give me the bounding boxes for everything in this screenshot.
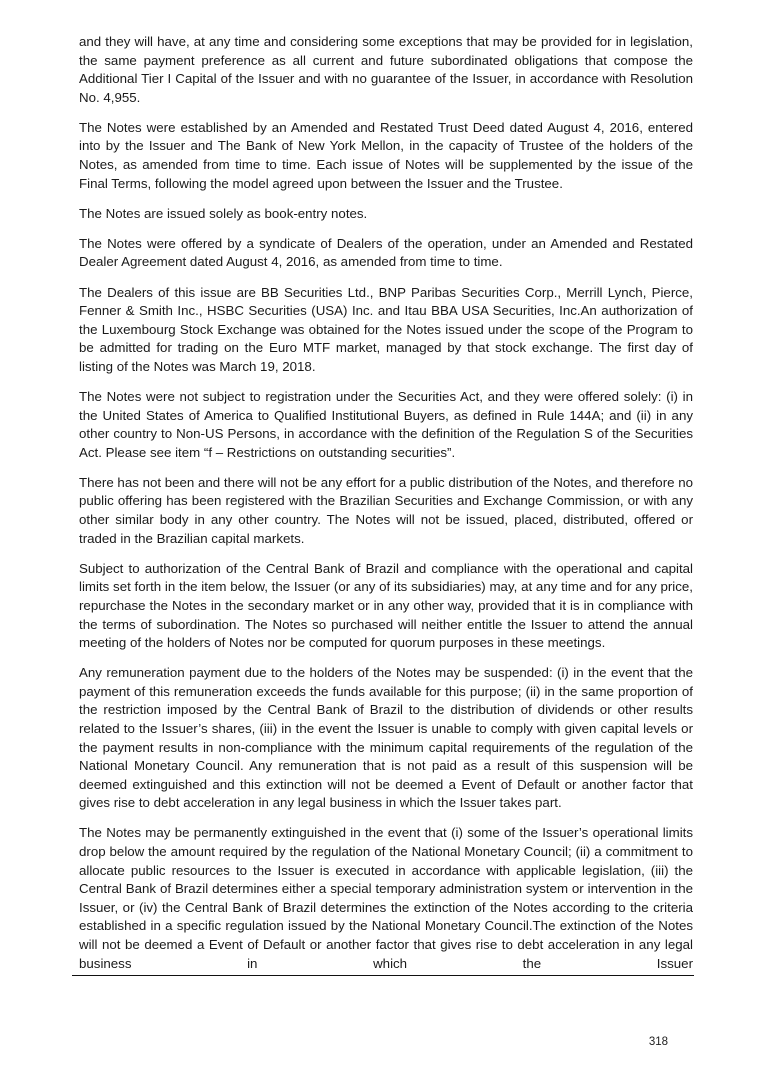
paragraph: The Notes are issued solely as book-entry notes. [79, 205, 368, 221]
paragraph: and they will have, at any time and considering some exceptions that may be provided for in legislation, the same payment preference as all current and future subordinated obligations that compose the Additional Tier I Capital of the Issuer and with no guarantee of the Issuer, in accordance with Resolution No. 4,955. [79, 34, 693, 105]
paragraph: The Dealers of this issue are BB Securities Ltd., BNP Paribas Securities Corp., Merrill Lynch, Pierce, Fenner & Smith Inc., HSBC Securities (USA) Inc. and Itau BBA USA Securities, Inc.An authorization of the Luxembourg Stock Exchange was obtained for the Notes issued under the scope of the Program to be admitted for trading on the Euro MTF market, managed by that stock exchange. The first day of listing of the Notes was March 19, 2018. [79, 284, 693, 374]
paragraph: The Notes were not subject to registration under the Securities Act, and they were offered solely: (i) in the United States of America to Qualified Institutional Buyers, as defined in Rule 144A; and (ii) in any other country to Non-US Persons, in accordance with the definition of the Regulation S of the Securities Act. Please see item “f – Restrictions on outstanding securities”. [79, 389, 693, 460]
document-body [79, 33, 693, 985]
page-number: 318 [648, 1036, 668, 1048]
paragraph-continued: The Notes may be permanently extinguished in the event that (i) some of the Issuer’s operational limits drop below the amount required by the regulation of the National Monetary Council; (ii) a commitment to allocate public resources to the Issuer is executed in accordance with applicable legislation, (iii) the Central Bank of Brazil determines either a special temporary administration system or intervention in the Issuer, or (iv) the Central Bank of Brazil determines the extinction of the Notes according to the criteria established in a specific regulation issued by the National Monetary Council.The extinction of the Notes will not be deemed a Event of Default or another factor that gives rise to debt acceleration in any legal business in which the Issuer [79, 825, 693, 971]
paragraph: The Notes were offered by a syndicate of Dealers of the operation, under an Amended and Restated Dealer Agreement dated August 4, 2016, as amended from time to time. [79, 235, 693, 270]
paragraph: Subject to authorization of the Central Bank of Brazil and compliance with the operational and capital limits set forth in the item below, the Issuer (or any of its subsidiaries) may, at any time and for any price, repurchase the Notes in the secondary market or in any other way, provided that it is in compliance with the terms of subordination. The Notes so purchased will neither entitle the Issuer to attend the annual meeting of the holders of Notes nor be computed for quorum purposes in these meetings. [79, 560, 693, 651]
paragraph: The Notes were established by an Amended and Restated Trust Deed dated August 4, 2016, entered into by the Issuer and The Bank of New York Mellon, in the capacity of Trustee of the holders of the Notes, as amended from time to time. Each issue of Notes will be supplemented by the issue of the Final Terms, following the model agreed upon between the Issuer and the Trustee. [79, 119, 693, 191]
paragraph: Any remuneration payment due to the holders of the Notes may be suspended: (i) in the event that the payment of this remuneration exceeds the funds available for this purpose; (ii) in the same proportion of the restriction imposed by the Central Bank of Brazil to the distribution of dividends or other results related to the Issuer’s shares, (iii) in the event the Issuer is unable to comply with given capital levels or the payment results in non-compliance with the minimum capital requirements of the regulation of the National Monetary Council. Any remuneration that is not paid as a result of this suspension will be deemed extinguished and this extinction will not be deemed a Event of Default or another factor that gives rise to debt acceleration in any legal business in which the Issuer takes part. [79, 665, 693, 811]
footer-rule [72, 975, 694, 976]
paragraph: There has not been and there will not be any effort for a public distribution of the Notes, and therefore no public offering has been registered with the Brazilian Securities and Exchange Commission, or with any other similar body in any other country. The Notes will not be issued, placed, distributed, offered or traded in the Brazilian capital markets. [79, 474, 694, 546]
